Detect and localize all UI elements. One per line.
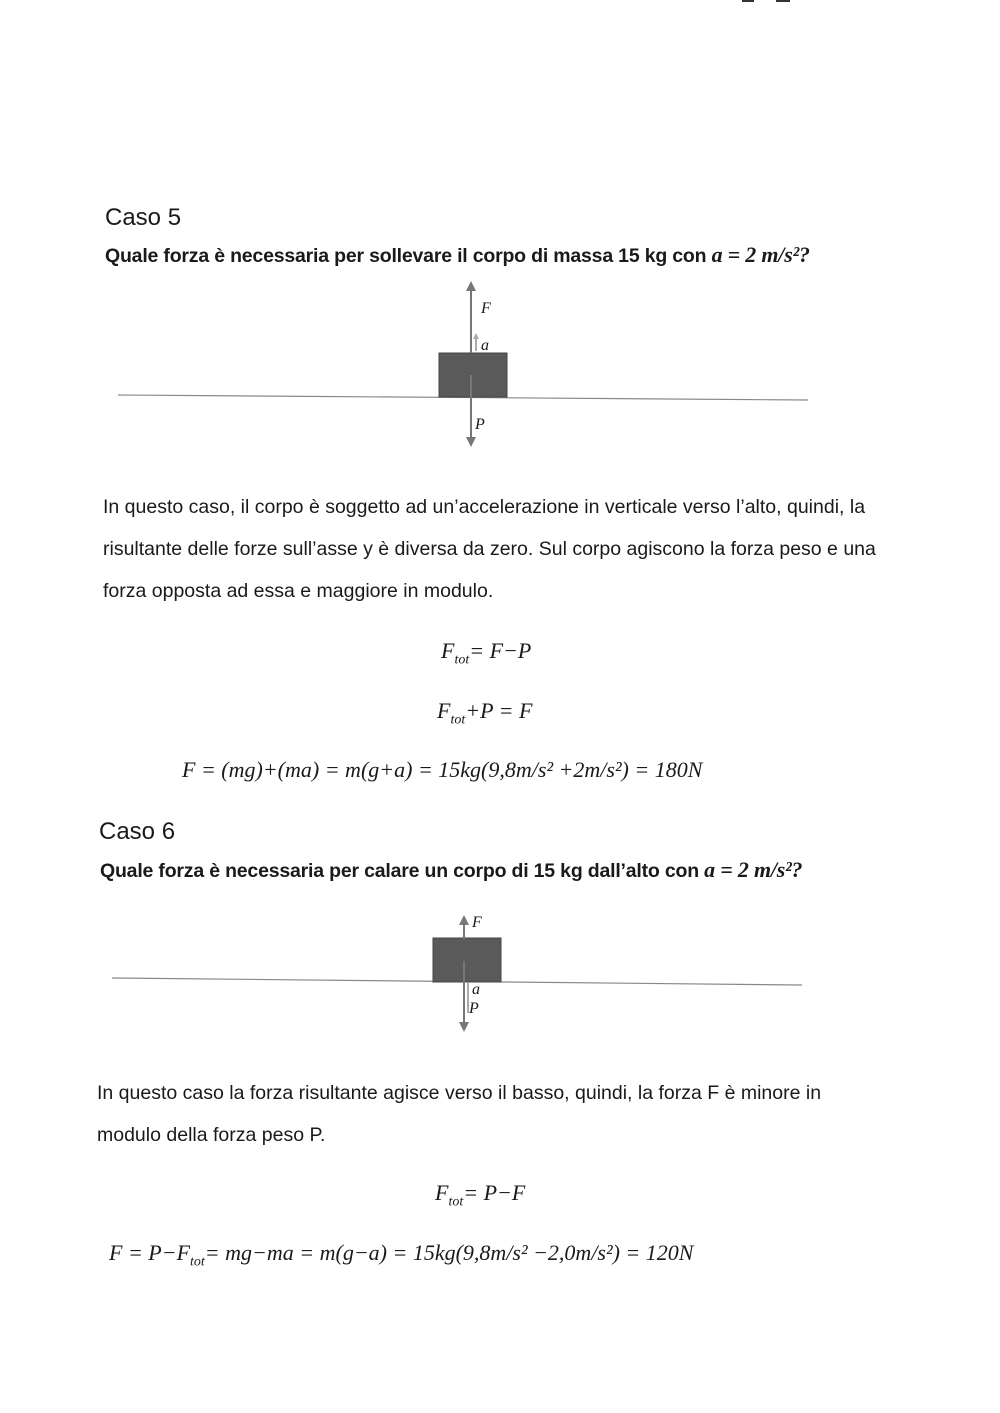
case5-eq1-sub: tot — [454, 652, 470, 668]
case5-label-F: F — [481, 300, 491, 317]
case6-eq2-post: = mg−ma = m(g−a) = 15kg(9,8m/s² −2,0m/s²) = 120N — [204, 1240, 694, 1265]
case6-question-text: Quale forza è necessaria per calare un corpo di 15 kg dall’alto con — [100, 860, 705, 882]
case5-eq1-lhs: F — [441, 638, 455, 663]
case5-eq1-rhs: = F−P — [469, 638, 532, 663]
case6-label-F: F — [472, 914, 482, 931]
case6-paragraph: In questo caso la forza risultante agisce verso il basso, quindi, la forza F è minore in modulo della forza peso P. — [97, 1082, 822, 1146]
case5-label-P: P⃗ — [475, 416, 498, 433]
header-mark-left — [742, 0, 754, 2]
case6-force-diagram — [100, 905, 820, 1040]
case5-eq2-lhs: F — [437, 698, 451, 723]
case5-equation-2 — [437, 698, 532, 728]
case6-equation-2 — [109, 1240, 693, 1270]
case6-force-F-arrowhead — [459, 915, 469, 925]
case6-title: Caso 6 — [99, 818, 176, 845]
case5-paragraph: In questo caso, il corpo è soggetto ad un’accelerazione in verticale verso l’alto, quindi, la risultante delle forze sull’asse y è diversa da zero. Sul corpo agiscono la forza peso e una forza opposta ad essa e maggiore in modulo. — [103, 496, 876, 602]
case5-equation-3: F = (mg)+(ma) = m(g+a) = 15kg(9,8m/s² +2m/s²) = 180N — [182, 757, 703, 782]
case6-eq1-rhs: = P−F — [463, 1180, 526, 1205]
case5-force-diagram — [100, 275, 820, 460]
case5-eq2-rhs: +P = F — [465, 698, 533, 723]
case5-title: Caso 5 — [105, 204, 182, 231]
case5-weight-P-arrowhead — [466, 437, 476, 447]
case6-question — [100, 857, 802, 883]
case5-question — [105, 242, 810, 268]
case5-eq2-sub: tot — [450, 712, 466, 728]
case5-body-block — [439, 353, 507, 397]
case6-weight-P-arrowhead — [459, 1022, 469, 1032]
case6-eq2-pre: F = P−F — [109, 1240, 191, 1265]
case5-question-text: Quale forza è necessaria per sollevare il corpo di massa 15 kg con — [105, 245, 712, 267]
case5-label-a: a — [481, 337, 489, 354]
case6-eq1-lhs: F — [435, 1180, 449, 1205]
case6-eq1-sub: tot — [448, 1194, 464, 1210]
case5-force-F-arrowhead — [466, 281, 476, 291]
case5-equation-1 — [441, 638, 531, 668]
case5-accel-arrowhead — [473, 333, 479, 339]
case6-question-math: a = 2 m/s²? — [704, 857, 803, 882]
case6-eq2-sub: tot — [190, 1254, 205, 1270]
header-mark-right — [776, 0, 790, 2]
case5-question-math: a = 2 m/s²? — [711, 242, 810, 267]
case6-label-P: P⃗ — [469, 1000, 492, 1017]
case6-equation-1 — [435, 1180, 525, 1210]
case6-body-block — [433, 938, 501, 982]
case6-label-a: a — [472, 981, 480, 998]
